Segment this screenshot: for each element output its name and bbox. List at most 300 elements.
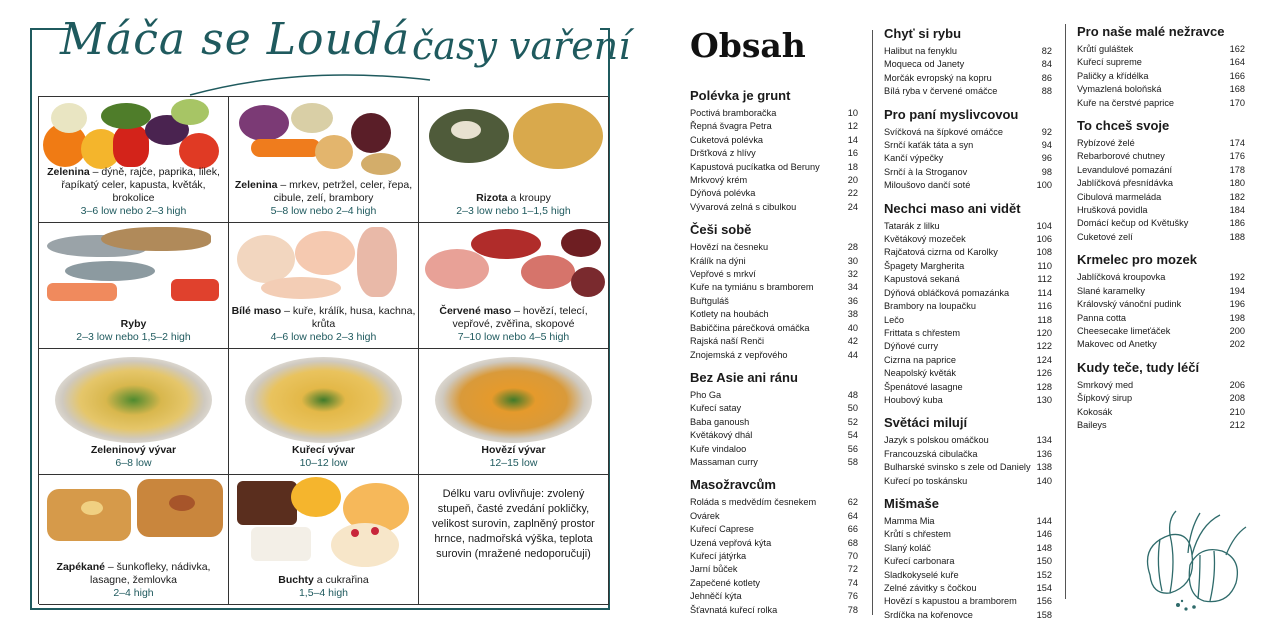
- toc-entry[interactable]: [884, 246, 1052, 259]
- toc-entry-title: Jazyk s polskou omáčkou: [884, 435, 989, 446]
- toc-entry[interactable]: [1077, 379, 1245, 392]
- toc-entry-title: Brambory na loupačku: [884, 301, 976, 312]
- toc-entry[interactable]: [690, 496, 858, 509]
- toc-entry-title: Hrušková povidla: [1077, 205, 1148, 216]
- toc-entry[interactable]: [884, 260, 1052, 273]
- toc-entry-page: 178: [1229, 164, 1245, 175]
- toc-entry[interactable]: [884, 461, 1052, 474]
- toc-entry[interactable]: [884, 300, 1052, 313]
- toc-section-title: Mišmaše: [884, 495, 939, 511]
- toc-entry-page: 70: [847, 550, 858, 561]
- cell-caption: Kuřecí vývar 10–12 low: [291, 444, 356, 469]
- toc-entry-title: Sladkokyselé kuře: [884, 569, 959, 580]
- toc-entry-page: 76: [847, 591, 858, 602]
- cell-caption: Bílé maso – kuře, králík, husa, kachna, krůta 4–6 low nebo 2–3 high: [231, 305, 416, 343]
- cell-vegetables-2: [229, 97, 419, 223]
- toc-entry[interactable]: [690, 147, 858, 160]
- toc-entry-page: 162: [1229, 44, 1245, 54]
- toc-entry-title: Kuře na tymiánu s bramborem: [690, 282, 814, 293]
- toc-entry-title: Hovězí s kapustou a bramborem: [884, 596, 1017, 607]
- toc-entry[interactable]: [884, 340, 1052, 353]
- toc-section: [884, 415, 1052, 488]
- toc-entry[interactable]: [1077, 285, 1245, 298]
- toc-entry-title: Kuřecí po toskánsku: [884, 475, 968, 486]
- toc-entry-page: 12: [847, 121, 858, 132]
- toc-entry-title: Řepná švagra Petra: [690, 121, 772, 132]
- toc-entry[interactable]: [690, 429, 858, 442]
- fish-image: [41, 225, 226, 303]
- toc-entry[interactable]: [690, 134, 858, 147]
- toc-entry-page: 16: [847, 148, 858, 159]
- toc-entry[interactable]: [884, 45, 1052, 58]
- beef-broth-image: [421, 351, 606, 441]
- cell-vegetables-1: [39, 97, 229, 223]
- toc-entry-page: 170: [1229, 97, 1245, 108]
- cell-caption: Zeleninový vývar 6–8 low: [90, 444, 177, 469]
- toc-entry[interactable]: [884, 273, 1052, 286]
- toc-entry[interactable]: [884, 609, 1052, 622]
- toc-entry-title: Frittata s chřestem: [884, 327, 961, 338]
- toc-entry[interactable]: [690, 416, 858, 429]
- toc-entry[interactable]: [690, 201, 858, 214]
- toc-entry-page: 58: [847, 456, 858, 467]
- toc-entry-title: Srnčí à la Stroganov: [884, 166, 968, 177]
- toc-entry-page: 174: [1229, 138, 1245, 149]
- cell-caption: Ryby 2–3 low nebo 1,5–2 high: [76, 318, 191, 343]
- toc-entry[interactable]: [690, 456, 858, 469]
- toc-entry-title: Roláda s medvědím česnekem: [690, 497, 817, 508]
- cooking-times-grid: [38, 96, 608, 604]
- toc-entry[interactable]: [690, 604, 858, 617]
- toc-entry-title: Rajská naší Renči: [690, 336, 765, 347]
- toc-entry-title: Cibulová marmeláda: [1077, 191, 1162, 202]
- toc-entry[interactable]: [1077, 150, 1245, 163]
- toc-section-title: Češi sobě: [690, 222, 752, 238]
- toc-entry-page: 112: [1037, 274, 1052, 285]
- toc-entry[interactable]: [690, 187, 858, 200]
- toc-entry-page: 122: [1036, 341, 1052, 352]
- toc-entry[interactable]: [1077, 298, 1245, 311]
- toc-entry[interactable]: [690, 510, 858, 523]
- toc-entry[interactable]: [690, 590, 858, 603]
- toc-entry-title: Mrkvový krém: [690, 175, 748, 186]
- toc-entry[interactable]: [690, 268, 858, 281]
- toc-entry-title: Kuřecí satay: [690, 403, 742, 414]
- toc-entry-title: Hovězí na česneku: [690, 242, 769, 253]
- toc-entry-title: Baba ganoush: [690, 416, 750, 427]
- toc-entry-title: Kančí výpečky: [884, 153, 944, 164]
- desserts-image: [231, 477, 416, 569]
- toc-entry-title: Krůtí s chřestem: [884, 529, 951, 540]
- toc-entry-page: 206: [1229, 379, 1245, 390]
- toc-entry-title: Levandulové pomazání: [1077, 164, 1173, 175]
- toc-entry-title: Rajčatová cizrna od Karolky: [884, 247, 998, 258]
- toc-entry-page: 22: [847, 188, 858, 199]
- cell-white-meat: [229, 223, 419, 349]
- toc-entry[interactable]: [884, 233, 1052, 246]
- toc-entry-title: Kuřecí játýrka: [690, 550, 747, 561]
- toc-section: [690, 477, 858, 617]
- toc-entry-title: Buřtguláš: [690, 295, 729, 306]
- page-title: Máča se Loudá: [60, 14, 411, 65]
- toc-entry-page: 180: [1229, 178, 1245, 189]
- cell-caption: Rizota a kroupy 2–3 low nebo 1–1,5 high: [456, 192, 571, 217]
- toc-entry-title: Kotlety na houbách: [690, 309, 769, 320]
- toc-entry[interactable]: [884, 434, 1052, 447]
- toc-entry-title: Francouzská cibulačka: [884, 448, 978, 459]
- toc-entry[interactable]: [884, 314, 1052, 327]
- toc-entry[interactable]: [690, 349, 858, 362]
- toc-section: [1077, 360, 1245, 433]
- red-meat-image: [421, 225, 606, 303]
- toc-entry[interactable]: [884, 220, 1052, 233]
- toc-entry-title: Kuřecí Caprese: [690, 524, 754, 535]
- toc-entry-page: 118: [1037, 314, 1052, 325]
- toc-section-title: Pro paní myslivcovou: [884, 106, 1019, 122]
- toc-entry-page: 110: [1037, 260, 1052, 271]
- toc-entry[interactable]: [1077, 231, 1245, 244]
- toc-entry-title: Massaman curry: [690, 456, 758, 467]
- toc-entry-title: Paličky a křídélka: [1077, 70, 1149, 81]
- toc-entry-page: 36: [847, 295, 858, 306]
- page-subtitle: časy vaření: [412, 24, 631, 68]
- toc-entry[interactable]: [690, 174, 858, 187]
- toc-entry-title: Špenátové lasagne: [884, 381, 963, 392]
- toc-entry-page: 184: [1229, 205, 1245, 216]
- toc-entry-page: 182: [1229, 191, 1245, 202]
- cell-risotto: [419, 97, 609, 223]
- toc-entry-page: 104: [1036, 220, 1052, 231]
- toc-entry[interactable]: [884, 367, 1052, 380]
- toc-entry-title: Domácí kečup od Květušky: [1077, 218, 1189, 229]
- toc-entry-page: 176: [1229, 151, 1245, 162]
- toc-entry-page: 144: [1036, 515, 1052, 526]
- cell-caption: Buchty a cukrařina 1,5–4 high: [278, 574, 369, 599]
- toc-entry-page: 154: [1036, 583, 1052, 593]
- toc-section-title: Světáci milují: [884, 415, 968, 431]
- toc-entry[interactable]: [884, 595, 1052, 608]
- baked-dishes-image: [41, 477, 226, 557]
- toc-entry-title: Špagety Margherita: [884, 260, 965, 271]
- cell-red-meat: [419, 223, 609, 349]
- toc-column-1: [690, 88, 858, 625]
- toc-entry-page: 212: [1229, 419, 1245, 430]
- toc-entry-page: 96: [1041, 153, 1052, 164]
- toc-entry-page: 126: [1036, 368, 1052, 379]
- toc-entry-page: 86: [1041, 72, 1052, 83]
- column-divider: [872, 30, 873, 615]
- toc-entry-title: Pho Ga: [690, 389, 722, 400]
- toc-entry[interactable]: [690, 563, 858, 576]
- toc-entry-page: 66: [847, 524, 858, 535]
- toc-entry-page: 138: [1036, 462, 1052, 473]
- toc-entry-title: Kokosák: [1077, 406, 1113, 417]
- toc-column-3: [1077, 24, 1245, 440]
- toc-entry-title: Poctivá bramboračka: [690, 108, 777, 118]
- toc-entry-title: Cuketové zelí: [1077, 231, 1133, 242]
- toc-entry-title: Rebarborové chutney: [1077, 151, 1165, 162]
- toc-entry[interactable]: [884, 475, 1052, 488]
- toc-entry-title: Ovárek: [690, 510, 720, 521]
- toc-entry-title: Šťavnatá kuřecí rolka: [690, 604, 778, 615]
- toc-entry[interactable]: [690, 443, 858, 456]
- toc-entry-page: 28: [847, 242, 858, 253]
- toc-section: [1077, 252, 1245, 351]
- toc-section-title: Pro naše malé nežravce: [1077, 24, 1225, 39]
- toc-entry[interactable]: [884, 555, 1052, 568]
- toc-entry-page: 202: [1229, 339, 1245, 350]
- toc-entry[interactable]: [1077, 312, 1245, 325]
- toc-entry[interactable]: [1077, 97, 1245, 110]
- toc-entry[interactable]: [1077, 56, 1245, 69]
- toc-entry[interactable]: [1077, 137, 1245, 150]
- toc-entry-page: 146: [1036, 529, 1052, 540]
- toc-entry-page: 54: [847, 430, 858, 441]
- toc-entry-title: Panna cotta: [1077, 312, 1127, 323]
- toc-entry-title: Halibut na fenyklu: [884, 46, 958, 56]
- cell-caption: Červené maso – hovězí, telecí, vepřové, zvěřina, skopové 7–10 low nebo 4–5 high: [439, 305, 588, 343]
- right-page: [640, 0, 1280, 640]
- white-meat-image: [231, 225, 416, 303]
- toc-entry-title: Cuketová polévka: [690, 134, 764, 145]
- toc-entry[interactable]: [690, 402, 858, 415]
- toc-entry[interactable]: [690, 577, 858, 590]
- toc-entry-page: 50: [847, 403, 858, 414]
- toc-entry-page: 194: [1229, 285, 1245, 296]
- toc-entry-page: 20: [847, 175, 858, 186]
- toc-entry[interactable]: [884, 448, 1052, 461]
- toc-entry-page: 130: [1036, 394, 1052, 405]
- toc-section: [1077, 118, 1245, 244]
- toc-entry[interactable]: [884, 179, 1052, 192]
- toc-entry-title: Uzená vepřová kýta: [690, 537, 772, 548]
- toc-entry-page: 116: [1037, 301, 1052, 312]
- toc-entry-title: Královský vánoční pudink: [1077, 299, 1182, 310]
- toc-entry[interactable]: [690, 537, 858, 550]
- toc-section: [884, 496, 1052, 622]
- toc-entry-title: Morčák evropský na kopru: [884, 72, 992, 83]
- toc-entry-title: Vymazlená boloňská: [1077, 84, 1162, 95]
- toc-entry-title: Houbový kuba: [884, 394, 943, 405]
- toc-entry[interactable]: [690, 335, 858, 348]
- toc-entry-title: Kuřecí supreme: [1077, 57, 1142, 68]
- toc-entry-title: Dýňové curry: [884, 341, 939, 352]
- toc-entry-page: 56: [847, 443, 858, 454]
- toc-entry-title: Znojemská z vepřového: [690, 349, 788, 360]
- toc-entry-page: 134: [1036, 435, 1052, 446]
- toc-entry[interactable]: [1077, 392, 1245, 405]
- toc-entry-page: 64: [847, 510, 858, 521]
- toc-entry-page: 68: [847, 537, 858, 548]
- toc-entry-page: 198: [1229, 312, 1245, 323]
- toc-entry[interactable]: [884, 126, 1052, 139]
- toc-entry[interactable]: [1077, 204, 1245, 217]
- root-vegetables-image: [231, 99, 416, 177]
- toc-entry[interactable]: [1077, 43, 1245, 56]
- toc-entry-page: 164: [1229, 57, 1245, 68]
- toc-entry-page: 136: [1036, 448, 1052, 459]
- cell-chicken-broth: [229, 349, 419, 475]
- vegetable-broth-image: [41, 351, 226, 441]
- toc-entry[interactable]: [884, 569, 1052, 582]
- toc-section: [1077, 24, 1245, 110]
- toc-entry[interactable]: [884, 287, 1052, 300]
- toc-entry-title: Svíčková na šípkové omáčce: [884, 126, 1003, 137]
- toc-entry-title: Babiččina párečková omáčka: [690, 322, 810, 333]
- toc-entry[interactable]: [1077, 191, 1245, 204]
- toc-entry[interactable]: [884, 582, 1052, 595]
- toc-entry[interactable]: [690, 295, 858, 308]
- toc-section: [690, 88, 858, 214]
- toc-entry[interactable]: [690, 308, 858, 321]
- toc-entry-page: 52: [847, 416, 858, 427]
- toc-entry-page: 158: [1036, 609, 1052, 620]
- toc-entry-title: Jehněčí kýta: [690, 591, 742, 602]
- toc-entry[interactable]: [884, 394, 1052, 407]
- toc-entry-title: Šípkový sirup: [1077, 393, 1133, 404]
- toc-entry[interactable]: [884, 139, 1052, 152]
- title-swash: [180, 60, 440, 100]
- contents-heading: Obsah: [690, 26, 806, 65]
- toc-entry[interactable]: [1077, 83, 1245, 96]
- toc-entry[interactable]: [884, 542, 1052, 555]
- toc-section-title: Bez Asie ani ránu: [690, 369, 798, 385]
- toc-entry-page: 98: [1041, 166, 1052, 177]
- toc-entry-title: Dršťková z hlívy: [690, 148, 756, 159]
- toc-entry-page: 40: [847, 322, 858, 333]
- toc-entry-title: Zapečené kotlety: [690, 577, 760, 588]
- toc-entry-title: Vepřové s mrkví: [690, 269, 756, 280]
- toc-column-2: [884, 26, 1052, 630]
- toc-entry[interactable]: [1077, 177, 1245, 190]
- toc-entry[interactable]: [690, 255, 858, 268]
- toc-entry[interactable]: [884, 152, 1052, 165]
- toc-entry-title: Jablíčková kroupovka: [1077, 272, 1166, 283]
- toc-entry[interactable]: [1077, 70, 1245, 83]
- toc-entry-page: 100: [1036, 180, 1052, 191]
- toc-entry-page: 196: [1229, 299, 1245, 310]
- toc-section: [884, 107, 1052, 193]
- toc-entry-title: Makovec od Anetky: [1077, 339, 1157, 350]
- toc-entry-title: Cheesecake limeťáček: [1077, 325, 1171, 336]
- toc-entry-page: 200: [1229, 325, 1245, 336]
- toc-entry-page: 124: [1036, 354, 1052, 365]
- toc-entry[interactable]: [690, 161, 858, 174]
- toc-entry[interactable]: [884, 166, 1052, 179]
- toc-entry[interactable]: [690, 322, 858, 335]
- toc-section-title: Nechci maso ani vidět: [884, 200, 1021, 216]
- toc-entry[interactable]: [1077, 406, 1245, 419]
- toc-entry-title: Bulharské svinsko s zele od Daniely: [884, 462, 1031, 473]
- toc-entry-page: 152: [1036, 569, 1052, 580]
- toc-entry[interactable]: [1077, 217, 1245, 230]
- toc-entry[interactable]: [690, 281, 858, 294]
- toc-section-title: Polévka je grunt: [690, 88, 791, 103]
- toc-entry-title: Moqueca od Janety: [884, 59, 965, 70]
- toc-entry[interactable]: [884, 58, 1052, 71]
- toc-entry-page: 62: [847, 497, 858, 508]
- toc-entry-page: 42: [847, 336, 858, 347]
- toc-section: [884, 201, 1052, 408]
- toc-entry[interactable]: [690, 523, 858, 536]
- toc-section-title: Krmelec pro mozek: [1077, 252, 1197, 268]
- toc-entry-title: Kapustová pucíkatka od Beruny: [690, 161, 820, 172]
- toc-entry-title: Slaný koláč: [884, 542, 931, 553]
- toc-entry[interactable]: [1077, 338, 1245, 351]
- toc-entry[interactable]: [690, 389, 858, 402]
- toc-entry[interactable]: [690, 120, 858, 133]
- toc-entry[interactable]: [884, 72, 1052, 85]
- cell-note: [419, 475, 609, 605]
- toc-entry-page: 10: [847, 108, 858, 118]
- toc-entry-page: 120: [1036, 327, 1052, 338]
- chicken-broth-image: [231, 351, 416, 441]
- toc-entry[interactable]: [884, 515, 1052, 528]
- toc-entry-title: Jarní bůček: [690, 564, 738, 575]
- toc-entry[interactable]: [884, 381, 1052, 394]
- cell-caption: Zapékané – šunkofleky, nádivka, lasagne, žemlovka 2–4 high: [56, 561, 211, 599]
- toc-entry-page: 94: [1041, 140, 1052, 151]
- toc-entry[interactable]: [1077, 164, 1245, 177]
- toc-entry[interactable]: [690, 241, 858, 254]
- toc-section-title: Masožravcům: [690, 477, 776, 493]
- toc-entry-page: 44: [847, 349, 858, 360]
- cell-beef-broth: [419, 349, 609, 475]
- toc-entry-title: Krůtí guláštek: [1077, 44, 1134, 54]
- cooking-note: Délku varu ovlivňuje: zvolený stupeň, časté zvedání pokličky, velikost surovin, zaplněný prostor hrnce, nadmořská výška, teplota surovin (mražené nedoporučuji): [432, 488, 595, 560]
- toc-entry-page: 84: [1041, 59, 1052, 70]
- toc-entry[interactable]: [884, 354, 1052, 367]
- toc-entry[interactable]: [1077, 271, 1245, 284]
- cell-fish: [39, 223, 229, 349]
- toc-entry-page: 14: [847, 134, 858, 145]
- toc-entry[interactable]: [690, 550, 858, 563]
- toc-entry[interactable]: [884, 528, 1052, 541]
- toc-entry-page: 188: [1229, 231, 1245, 242]
- toc-entry-title: Smrkový med: [1077, 379, 1134, 390]
- toc-entry-page: 74: [847, 577, 858, 588]
- cell-vegetable-broth: [39, 349, 229, 475]
- toc-entry-page: 208: [1229, 393, 1245, 404]
- toc-entry-page: 72: [847, 564, 858, 575]
- toc-entry-title: Cizrna na paprice: [884, 354, 957, 365]
- toc-entry[interactable]: [1077, 325, 1245, 338]
- toc-entry-title: Zelné závitky s čočkou: [884, 583, 977, 593]
- toc-entry-title: Kapustová sekaná: [884, 274, 960, 285]
- toc-entry-title: Miloušovo dančí soté: [884, 180, 971, 191]
- toc-entry-title: Kuřecí carbonara: [884, 556, 955, 567]
- toc-entry-page: 186: [1229, 218, 1245, 229]
- toc-entry[interactable]: [884, 327, 1052, 340]
- toc-entry-title: Mamma Mia: [884, 515, 935, 526]
- cell-caption: Zelenina – mrkev, petržel, celer, řepa, cibule, zelí, brambory 5–8 low nebo 2–4 high: [234, 179, 413, 217]
- toc-entry-page: 82: [1041, 46, 1052, 56]
- toc-entry-title: Květákový mozeček: [884, 234, 966, 245]
- garlic-illustration: [1130, 505, 1250, 615]
- toc-entry-page: 114: [1037, 287, 1052, 298]
- toc-entry[interactable]: [884, 85, 1052, 98]
- toc-entry[interactable]: [1077, 419, 1245, 432]
- toc-entry[interactable]: [690, 107, 858, 120]
- cell-baked: [39, 475, 229, 605]
- risotto-image: [421, 99, 606, 177]
- toc-entry-title: Dýňová polévka: [690, 188, 756, 199]
- toc-entry-page: 140: [1036, 475, 1052, 486]
- toc-entry-title: Srnčí kaťák táta a syn: [884, 140, 974, 151]
- toc-entry-page: 88: [1041, 86, 1052, 97]
- toc-entry-title: Slané karamelky: [1077, 285, 1145, 296]
- toc-entry-page: 30: [847, 255, 858, 266]
